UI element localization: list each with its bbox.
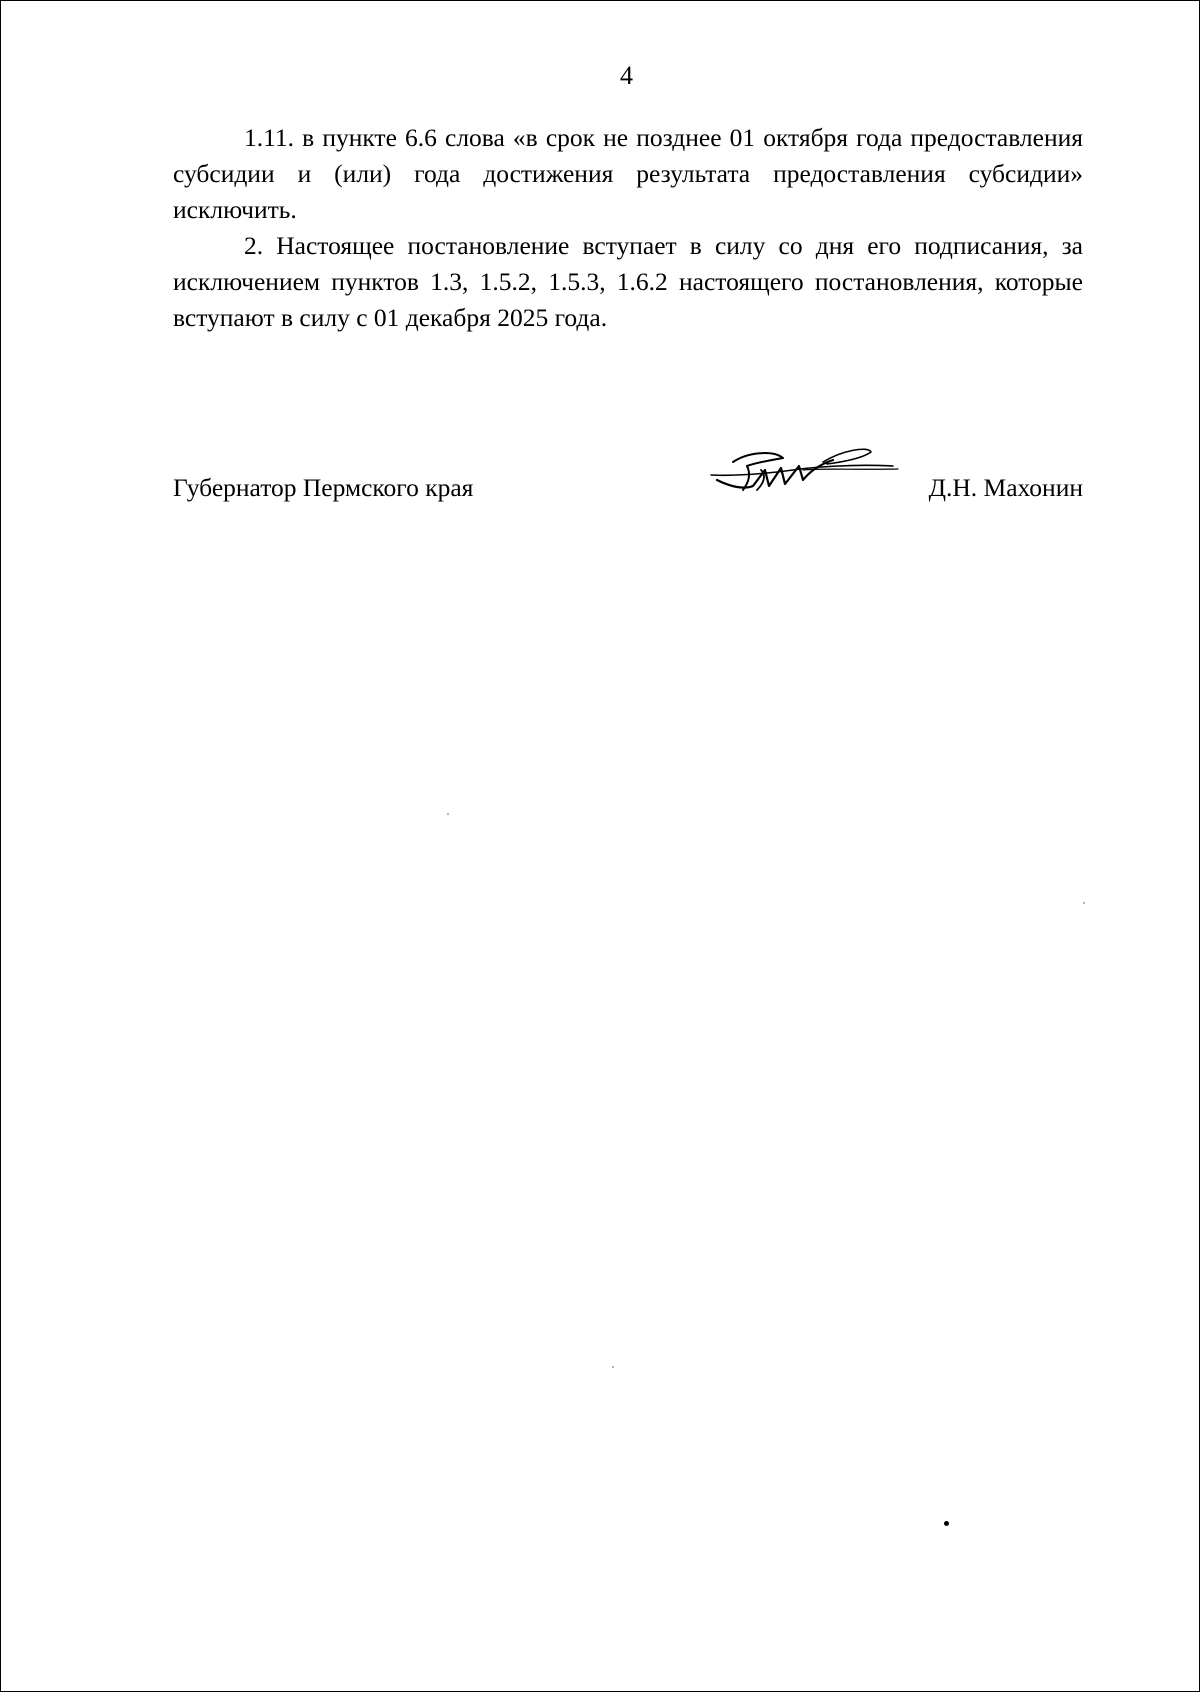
scan-speck [944, 1521, 949, 1526]
signature-block [173, 470, 1083, 510]
document-body [173, 120, 1083, 336]
handwritten-signature-icon [703, 440, 903, 510]
signer-title: Губернатор Пермского края [173, 473, 474, 502]
scan-speck [447, 813, 449, 815]
paragraph-1-11: 1.11. в пункте 6.6 слова «в срок не позднее 01 октября года предоставления субсидии и (или) года достижения результата предоставления субсидии» исключить. [173, 123, 1083, 224]
signer-name: Д.Н. Махонин [928, 473, 1083, 502]
scan-speck [612, 1366, 614, 1368]
page-number: 4 [620, 61, 633, 90]
paragraph-2: 2. Настоящее постановление вступает в силу со дня его подписания, за исключением пунктов 1.3, 1.5.2, 1.5.3, 1.6.2 настоящего постановления, которые вступают в силу с 01 декабря 2025 года. [173, 231, 1083, 332]
scan-speck [1083, 902, 1085, 904]
